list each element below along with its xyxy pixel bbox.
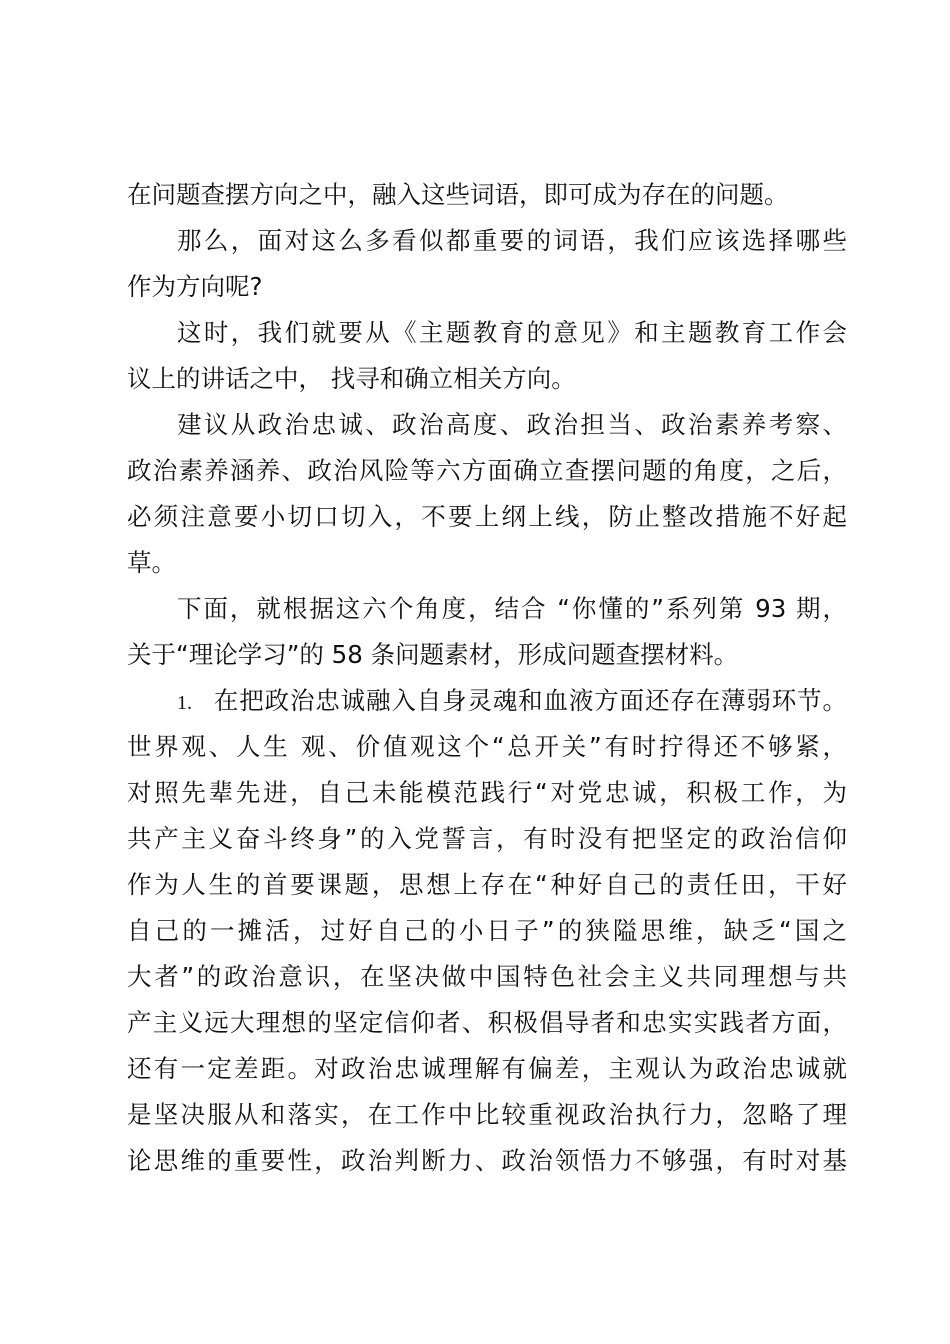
text-line: 政治素养涵养、政治风险等六方面确立查摆问题的角度，之后， <box>127 456 847 485</box>
text-line: 共产主义奋斗终身”的入党誓言，有时没有把坚定的政治信仰 <box>127 824 847 853</box>
text-line: 对照先辈先进，自己未能模范践行“对党忠诚，积极工作，为 <box>127 778 847 807</box>
text-line: 建议从政治忠诚、政治高度、政治担当、政治素养考察、 <box>177 410 847 439</box>
text-line: 在问题查摆方向之中，融入这些词语，即可成为存在的问题。 <box>127 180 789 209</box>
text-line: 关于“理论学习”的 58 条问题素材，形成问题查摆材料。 <box>127 640 739 669</box>
text-line: 作为方向呢? <box>127 272 263 301</box>
text-line: 产主义远大理想的坚定信仰者、积极倡导者和忠实实践者方面， <box>127 1008 847 1037</box>
text-line: 草。 <box>127 548 176 577</box>
text-line: 还有一定差距。对政治忠诚理解有偏差，主观认为政治忠诚就 <box>127 1054 847 1083</box>
list-number: 1. <box>177 692 192 714</box>
text-line: 论思维的重要性，政治判断力、政治领悟力不够强，有时对基 <box>127 1146 847 1175</box>
text-line: 必须注意要小切口切入，不要上纲上线，防止整改措施不好起 <box>127 502 847 531</box>
text-line: 议上的讲话之中， 找寻和确立相关方向。 <box>127 364 576 393</box>
text-line: 作为人生的首要课题，思想上存在“种好自己的责任田，干好 <box>127 870 847 899</box>
text-line: 自己的一摊活，过好自己的小日子”的狭隘思维，缺乏“国之 <box>127 916 847 945</box>
text-line: 这时，我们就要从《主题教育的意见》和主题教育工作会 <box>177 318 847 347</box>
list-item-line <box>177 678 847 724</box>
text-line: 大者”的政治意识，在坚决做中国特色社会主义共同理想与共 <box>127 962 847 991</box>
text-line: 下面，就根据这六个角度，结合 “你懂的”系列第 93 期， <box>177 594 847 623</box>
text-line: 那么，面对这么多看似都重要的词语，我们应该选择哪些 <box>177 226 847 255</box>
text-line: 是坚决服从和落实，在工作中比较重视政治执行力，忽略了理 <box>127 1100 847 1129</box>
text-line: 世界观、人生 观、价值观这个“总开关”有时拧得还不够紧， <box>127 732 847 761</box>
text-line: 在把政治忠诚融入自身灵魂和血液方面还存在薄弱环节。 <box>213 686 847 715</box>
